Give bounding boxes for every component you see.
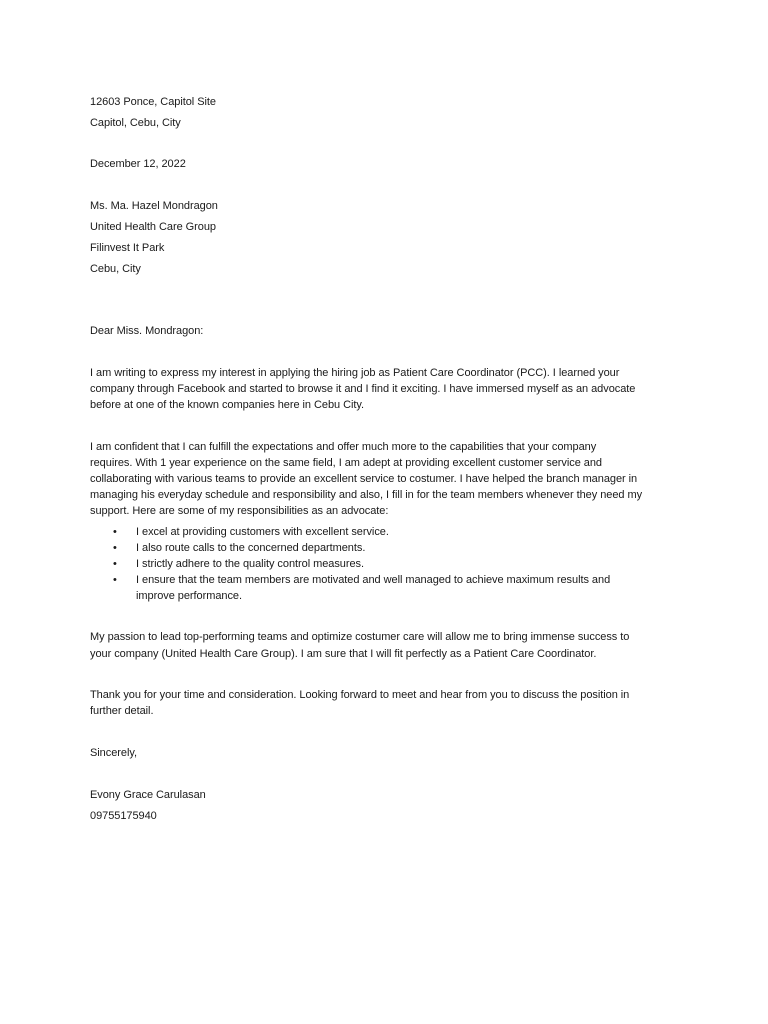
paragraph1-line: I am writing to express my interest in applying the hiring job as Patient Care Coordinator (PCC). I learned your	[90, 367, 620, 379]
paragraph2-line: I am confident that I can fulfill the expectations and offer much more to the capabilities that your company	[90, 441, 597, 453]
salutation: Dear Miss. Mondragon:	[90, 325, 204, 337]
paragraph3-line: My passion to lead top-performing teams and optimize costumer care will allow me to bring immense success to	[90, 631, 630, 643]
bullet-item-continuation: improve performance.	[136, 590, 242, 602]
bullet-icon: •	[113, 542, 117, 554]
paragraph2-line: support. Here are some of my responsibilities as an advocate:	[90, 505, 389, 517]
recipient-name: Ms. Ma. Hazel Mondragon	[90, 200, 218, 212]
paragraph2-line: managing his everyday schedule and responsibility and also, I fill in for the team members whenever they need my	[90, 489, 643, 501]
bullet-item: I also route calls to the concerned departments.	[136, 542, 366, 554]
sender-address-line2: Capitol, Cebu, City	[90, 117, 181, 129]
paragraph3-line: your company (United Health Care Group). I am sure that I will fit perfectly as a Patient Care Coordinator.	[90, 648, 597, 660]
bullet-item: I excel at providing customers with excellent service.	[136, 526, 389, 538]
bullet-icon: •	[113, 574, 117, 586]
sender-address-line1: 12603 Ponce, Capitol Site	[90, 96, 216, 108]
signature-phone: 09755175940	[90, 810, 157, 822]
letter-date: December 12, 2022	[90, 158, 186, 170]
recipient-city: Cebu, City	[90, 263, 141, 275]
recipient-company: United Health Care Group	[90, 221, 216, 233]
paragraph2-line: collaborating with various teams to provide an excellent service to costumer. I have helped the branch manager in	[90, 473, 638, 485]
paragraph2-line: requires. With 1 year experience on the same field, I am adept at providing excellent customer service and	[90, 457, 602, 469]
paragraph1-line: before at one of the known companies here in Cebu City.	[90, 399, 365, 411]
bullet-icon: •	[113, 558, 117, 570]
paragraph4-line: Thank you for your time and consideration. Looking forward to meet and hear from you to discuss the position in	[90, 689, 630, 701]
closing: Sincerely,	[90, 747, 137, 759]
bullet-icon: •	[113, 526, 117, 538]
paragraph4-line: further detail.	[90, 705, 154, 717]
signature-name: Evony Grace Carulasan	[90, 789, 206, 801]
paragraph1-line: company through Facebook and started to browse it and I find it exciting. I have immersed myself as an advocate	[90, 383, 636, 395]
bullet-item: I strictly adhere to the quality control measures.	[136, 558, 364, 570]
recipient-street: Filinvest It Park	[90, 242, 165, 254]
bullet-item: I ensure that the team members are motivated and well managed to achieve maximum results and	[136, 574, 611, 586]
